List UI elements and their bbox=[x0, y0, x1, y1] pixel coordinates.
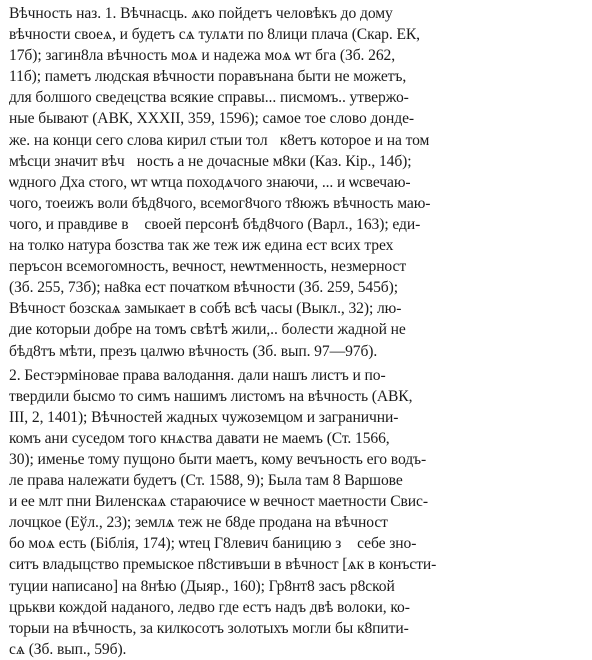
entry-paragraph-1 bbox=[9, 3, 583, 362]
text-line: туции написано] на 8нѣю (Дыяр., 160); Гр8нт8 засъ р8ской bbox=[9, 577, 395, 595]
text-line: 2. Бестэрміновае права валодання. дали нашъ листъ и по- bbox=[9, 366, 386, 384]
text-line: твердили бысмо то симъ нашимъ листомъ на вѣчность (АВК, bbox=[9, 387, 413, 405]
text-line: црькви кождой наданого, ледво где естъ надъ двѣ волоки, ко- bbox=[9, 598, 410, 616]
text-line: Вѣчность наз. 1. Вѣчнасць. ѧко пойдетъ человѣкъ до дому bbox=[9, 5, 393, 22]
text-line: торыи на вѣчность, за килкосотъ золотыхъ могли бы к8пити- bbox=[9, 619, 409, 637]
text-line: вѣчности своеѧ, и будетъ сѧ тулѧти по 8лици плача (Скар. ЕК, bbox=[9, 26, 420, 44]
text-line: 30); именье тому пущоно быти маетъ, кому вечъность его водъ- bbox=[9, 450, 427, 468]
entry-paragraph-2 bbox=[9, 365, 583, 660]
text-line: бѣд8тъ мѣти, презъ цалѡю вѣчность (Зб. вып. 97—97б). bbox=[9, 342, 378, 360]
text-line: перъсон всемогомность, вечност, неѡтменность, незмерност bbox=[9, 258, 407, 276]
text-line: чого, тоеижъ воли бѣд8чого, всемог8чого т8южъ вѣчность маю- bbox=[9, 194, 431, 212]
text-line: лочцкое (Еўл., 23); землѧ теж не б8де продана на вѣчност bbox=[9, 514, 388, 532]
text-line: на толко натура бозства так же теж иж едина ест всих трех bbox=[9, 237, 394, 255]
text-line: бо моѧ есть (Біблія, 174); ѡтец Г8левич баницию з꙯ себе зно- bbox=[9, 535, 417, 553]
text-line: III, 2, 1401); Вѣчностей жадных чужоземцом и загранични- bbox=[9, 408, 399, 426]
text-line: 17б); загин8ла вѣчность моѧ и надежа моѧ ѡт бга (Зб. 262, bbox=[9, 47, 396, 65]
text-line: ле права належати будетъ (Ст. 1588, 9); Была там 8 Варшове bbox=[9, 472, 403, 490]
text-line: Вѣчност бозскаѧ замыкает в собѣ всѣ часы (Выкл., 32); лю- bbox=[9, 300, 402, 318]
text-line: ѡдного Дха стого, ѡт ѡтца походѧчого знаючи, ... и ѡсвечаю- bbox=[9, 173, 411, 191]
text-line: чого, и правдиве в꙯ своей персонѣ бѣд8чого (Варл., 163); еди- bbox=[9, 215, 421, 233]
text-line: сѧ (Зб. вып., 59б). bbox=[9, 640, 127, 658]
text-line: мѣсци значит вѣч꙯ность а не дочасные м8ки (Каз. Кір., 14б); bbox=[9, 152, 412, 170]
text-line: комъ ани суседом того кнѧства давати не маемъ (Ст. 1566, bbox=[9, 429, 390, 447]
text-line: (Зб. 255, 73б); на8ка ест початком вѣчности (Зб. 259, 545б); bbox=[9, 279, 398, 297]
text-line: дие которыи добре на томъ свѣтѣ жили,.. болести жадной не bbox=[9, 321, 406, 339]
text-line: и ее млт пни Виленскаѧ стараючисе ѡ вечност маетности Свис- bbox=[9, 493, 428, 511]
text-line: 11б); паметъ людская вѣчности поравънана быти не можетъ, bbox=[9, 68, 407, 86]
text-line: ситъ владыцство премыское п8стивъши в вѣчност [ѧк в конъсти- bbox=[9, 556, 437, 574]
text-line: же. на конци сего слова кирил стыи тол꙯к8етъ которое и на том bbox=[9, 131, 430, 149]
text-line: ные бывают (АВК, XXXII, 359, 1596); самое тое слово донде- bbox=[9, 110, 415, 128]
text-line: для болшого сведецства всякие справы... писмомъ.. утвержо- bbox=[9, 89, 409, 107]
